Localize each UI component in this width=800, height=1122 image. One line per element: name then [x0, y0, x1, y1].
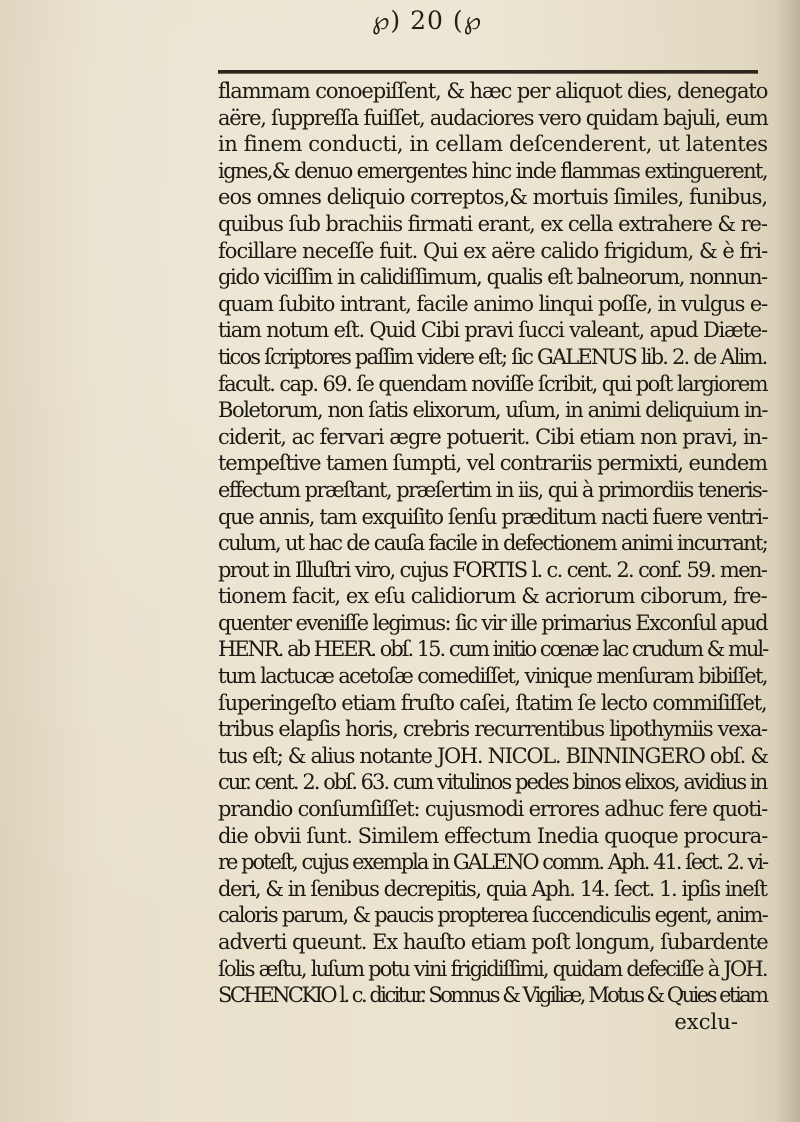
- text-line: ſolis æſtu, luſum potu vini frigidiſſimi, quidam defeciſſe à JOH.: [218, 956, 767, 981]
- text-line: ignes,& denuo emergentes hinc inde flammas extinguerent,: [218, 158, 767, 183]
- text-line: tempeſtive tamen ſumpti, vel contrariis permixti, eundem: [218, 451, 767, 476]
- text-line: facult. cap. 69. ſe quendam noviſſe ſcribit, qui poſt largiorem: [218, 371, 768, 396]
- catchword: exclu-: [674, 1009, 738, 1034]
- text-line: die obvii ſunt. Similem effectum Inedia quoque procura-: [218, 823, 768, 848]
- page-number-header: ℘) 20 (℘: [372, 6, 483, 35]
- text-line: prout in Illuſtri viro, cujus FORTIS l. c. cent. 2. conf. 59. men-: [218, 557, 767, 582]
- text-line: ticos ſcriptores paſſim videre eſt; ſic GALENUS lib. 2. de Alim.: [218, 344, 767, 369]
- text-line: quibus ſub brachiis firmati erant, ex cella extrahere & re-: [218, 211, 767, 236]
- text-line: ſuperingeſto etiam fruſto caſei, ſtatim ſe lecto commiſiſſet,: [218, 690, 767, 715]
- text-line: tus eſt; & alius notante JOH. NICOL. BINNINGERO obſ. &: [218, 743, 768, 768]
- text-line: ciderit, ac fervari ægre potuerit. Cibi etiam non pravi, in-: [218, 424, 768, 449]
- text-line: flammam conoepiſſent, & hæc per aliquot dies, denegato: [218, 79, 768, 103]
- text-line: culum, ut hac de cauſa facile in defectionem animi incurrant;: [218, 531, 768, 556]
- text-line: in finem conducti, in cellam deſcenderent, ut latentes: [218, 132, 768, 157]
- text-line: caloris parum, & paucis propterea ſuccendiculis egent, anim-: [218, 903, 768, 928]
- text-line: aëre, ſuppreſſa fuiſſet, audaciores vero quidam bajuli, eum: [218, 105, 768, 130]
- text-line: tum lactucæ acetoſæ comediſſet, vinique menſuram bibiſſet,: [218, 664, 767, 689]
- header-rule: [218, 70, 758, 74]
- text-line: quam ſubito intrant, facile animo linqui poſſe, in vulgus e-: [218, 291, 768, 316]
- text-line: tionem facit, ex eſu calidiorum & acriorum ciborum, fre-: [218, 584, 767, 609]
- text-line: prandio conſumſiſſet: cujusmodi errores adhuc fere quoti-: [218, 797, 768, 822]
- text-line: cur. cent. 2. obſ. 63. cum vitulinos pedes binos elixos, avidius in: [218, 770, 767, 795]
- text-line: eos omnes deliquio correptos,& mortuis ſimiles, funibus,: [218, 185, 768, 210]
- text-line: gido viciſſim in calidiſſimum, qualis eſt balneorum, nonnun-: [218, 265, 767, 290]
- text-line: deri, & in ſenibus decrepitis, quia Aph. 14. ſect. 1. ipſis ineſt: [218, 876, 767, 901]
- text-line: que annis, tam exquiſito ſenſu præditum nacti fuere ventri-: [218, 504, 768, 529]
- body-text: [218, 78, 778, 1035]
- text-line: adverti queunt. Ex hauſto etiam poſt longum, ſubardente: [218, 930, 768, 954]
- text-line: focillare neceſſe fuit. Qui ex aëre calido frigidum, & è fri-: [218, 238, 768, 263]
- text-line: tiam notum eſt. Quid Cibi pravi ſucci valeant, apud Diæte-: [218, 318, 767, 343]
- text-line: effectum præſtant, præſertim in iis, qui à primordiis teneris-: [218, 477, 767, 502]
- text-line: quenter eveniſſe legimus: ſic vir ille primarius Exconſul apud: [218, 610, 767, 635]
- text-line: tribus elapſis horis, crebris recurrentibus lipothymiis vexa-: [218, 717, 767, 742]
- text-line: SCHENCKIO l. c. dicitur. Somnus & Vigiliæ, Motus & Quies etiam: [218, 983, 767, 1008]
- text-line: HENR. ab HEER. obſ. 15. cum initio cœnæ lac crudum & mul-: [218, 637, 768, 662]
- text-line: re poteſt, cujus exempla in GALENO comm. Aph. 41. ſect. 2. vi-: [218, 850, 768, 875]
- text-line: Boletorum, non ſatis elixorum, uſum, in animi deliquium in-: [218, 398, 768, 423]
